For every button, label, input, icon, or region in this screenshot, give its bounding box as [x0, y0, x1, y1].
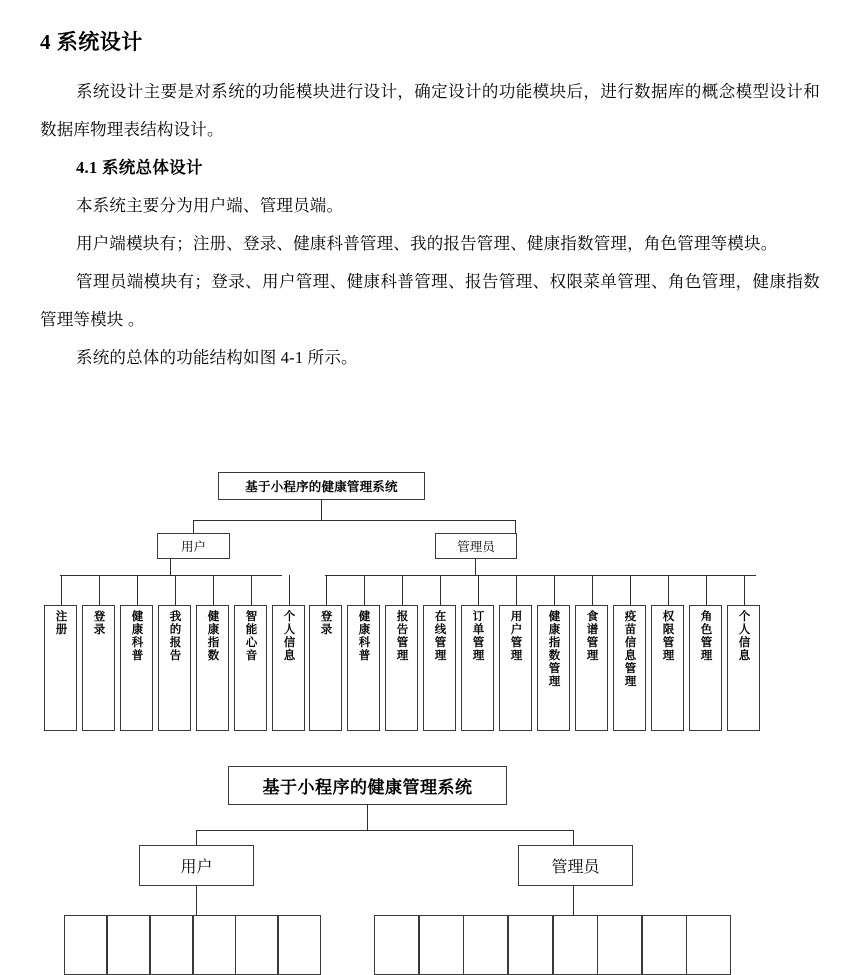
diagram-bottom-user-module — [107, 915, 150, 975]
diagram-bottom-user-module — [150, 915, 193, 975]
diagram-top-user-module: 个人信息 — [272, 605, 305, 731]
diagram-top-admin-module: 在线管理 — [423, 605, 456, 731]
diagram-bottom-user-module — [193, 915, 236, 975]
paragraph-intro: 系统设计主要是对系统的功能模块进行设计，确定设计的功能模块后，进行数据库的概念模型设计和数据库物理表结构设计。 — [40, 82, 820, 140]
diagram-top-admin-module: 用户管理 — [499, 605, 532, 731]
section-heading-4-1: 4.1 系统总体设计 — [76, 158, 203, 178]
diagram-bottom-admin-node: 管理员 — [518, 845, 633, 886]
diagram-bottom-admin-module — [597, 915, 642, 975]
diagram-bottom-user-module — [278, 915, 321, 975]
diagram-bottom-admin-module — [553, 915, 598, 975]
diagram-top-admin-module: 健康科普 — [347, 605, 380, 731]
paragraph-figure-ref: 系统的总体的功能结构如图 4-1 所示。 — [76, 348, 358, 368]
diagram-top-admin-node: 管理员 — [435, 533, 517, 559]
connector-bottom-root-bus — [196, 830, 574, 831]
diagram-top-admin-module: 食谱管理 — [575, 605, 608, 731]
diagram-bottom-admin-module — [374, 915, 419, 975]
diagram-bottom-admin-module — [642, 915, 687, 975]
diagram-top-user-module: 注册 — [44, 605, 77, 731]
diagram-top-user-module: 登录 — [82, 605, 115, 731]
diagram-bottom-root-node: 基于小程序的健康管理系统 — [228, 766, 507, 805]
diagram-top-admin-module: 个人信息 — [727, 605, 760, 731]
page-title: 4 系统设计 — [40, 30, 143, 54]
diagram-bottom-admin-module — [686, 915, 731, 975]
diagram-top-admin-module: 订单管理 — [461, 605, 494, 731]
connector-bottom-to-user — [196, 830, 197, 845]
diagram-top-user-module: 我的报告 — [158, 605, 191, 731]
connector-bottom-admin-stem — [573, 886, 574, 915]
diagram-bottom-admin-module — [463, 915, 508, 975]
diagram-top-user-module: 智能心音 — [234, 605, 267, 731]
diagram-top-user-module: 健康科普 — [120, 605, 153, 731]
diagram-top-admin-module: 报告管理 — [385, 605, 418, 731]
paragraph-user-modules: 用户端模块有；注册、登录、健康科普管理、我的报告管理、健康指数管理，角色管理等模块。 — [76, 234, 778, 254]
diagram-bottom-user-module — [64, 915, 107, 975]
diagram-top-admin-module: 角色管理 — [689, 605, 722, 731]
connector-bottom-to-admin — [573, 830, 574, 845]
paragraph-admin-modules: 管理员端模块有；登录、用户管理、健康科普管理、报告管理、权限菜单管理、角色管理，健康指数管理等模块 。 — [40, 272, 820, 330]
diagram-top-root-node: 基于小程序的健康管理系统 — [218, 472, 425, 500]
diagram-bottom-admin-module — [508, 915, 553, 975]
diagram-bottom-user-module — [235, 915, 278, 975]
paragraph-system-split: 本系统主要分为用户端、管理员端。 — [76, 196, 344, 216]
diagram-top-user-module: 健康指数 — [196, 605, 229, 731]
connector-bottom-root-stem — [367, 805, 368, 830]
diagram-top-admin-module: 健康指数管理 — [537, 605, 570, 731]
diagram-top-admin-module: 疫苗信息管理 — [613, 605, 646, 731]
diagram-bottom-user-node: 用户 — [139, 845, 254, 886]
connector-bottom-user-stem — [196, 886, 197, 915]
diagram-bottom-admin-module — [419, 915, 464, 975]
diagram-top-admin-module: 权限管理 — [651, 605, 684, 731]
diagram-top-admin-module: 登录 — [309, 605, 342, 731]
diagram-top-user-node: 用户 — [157, 533, 230, 559]
